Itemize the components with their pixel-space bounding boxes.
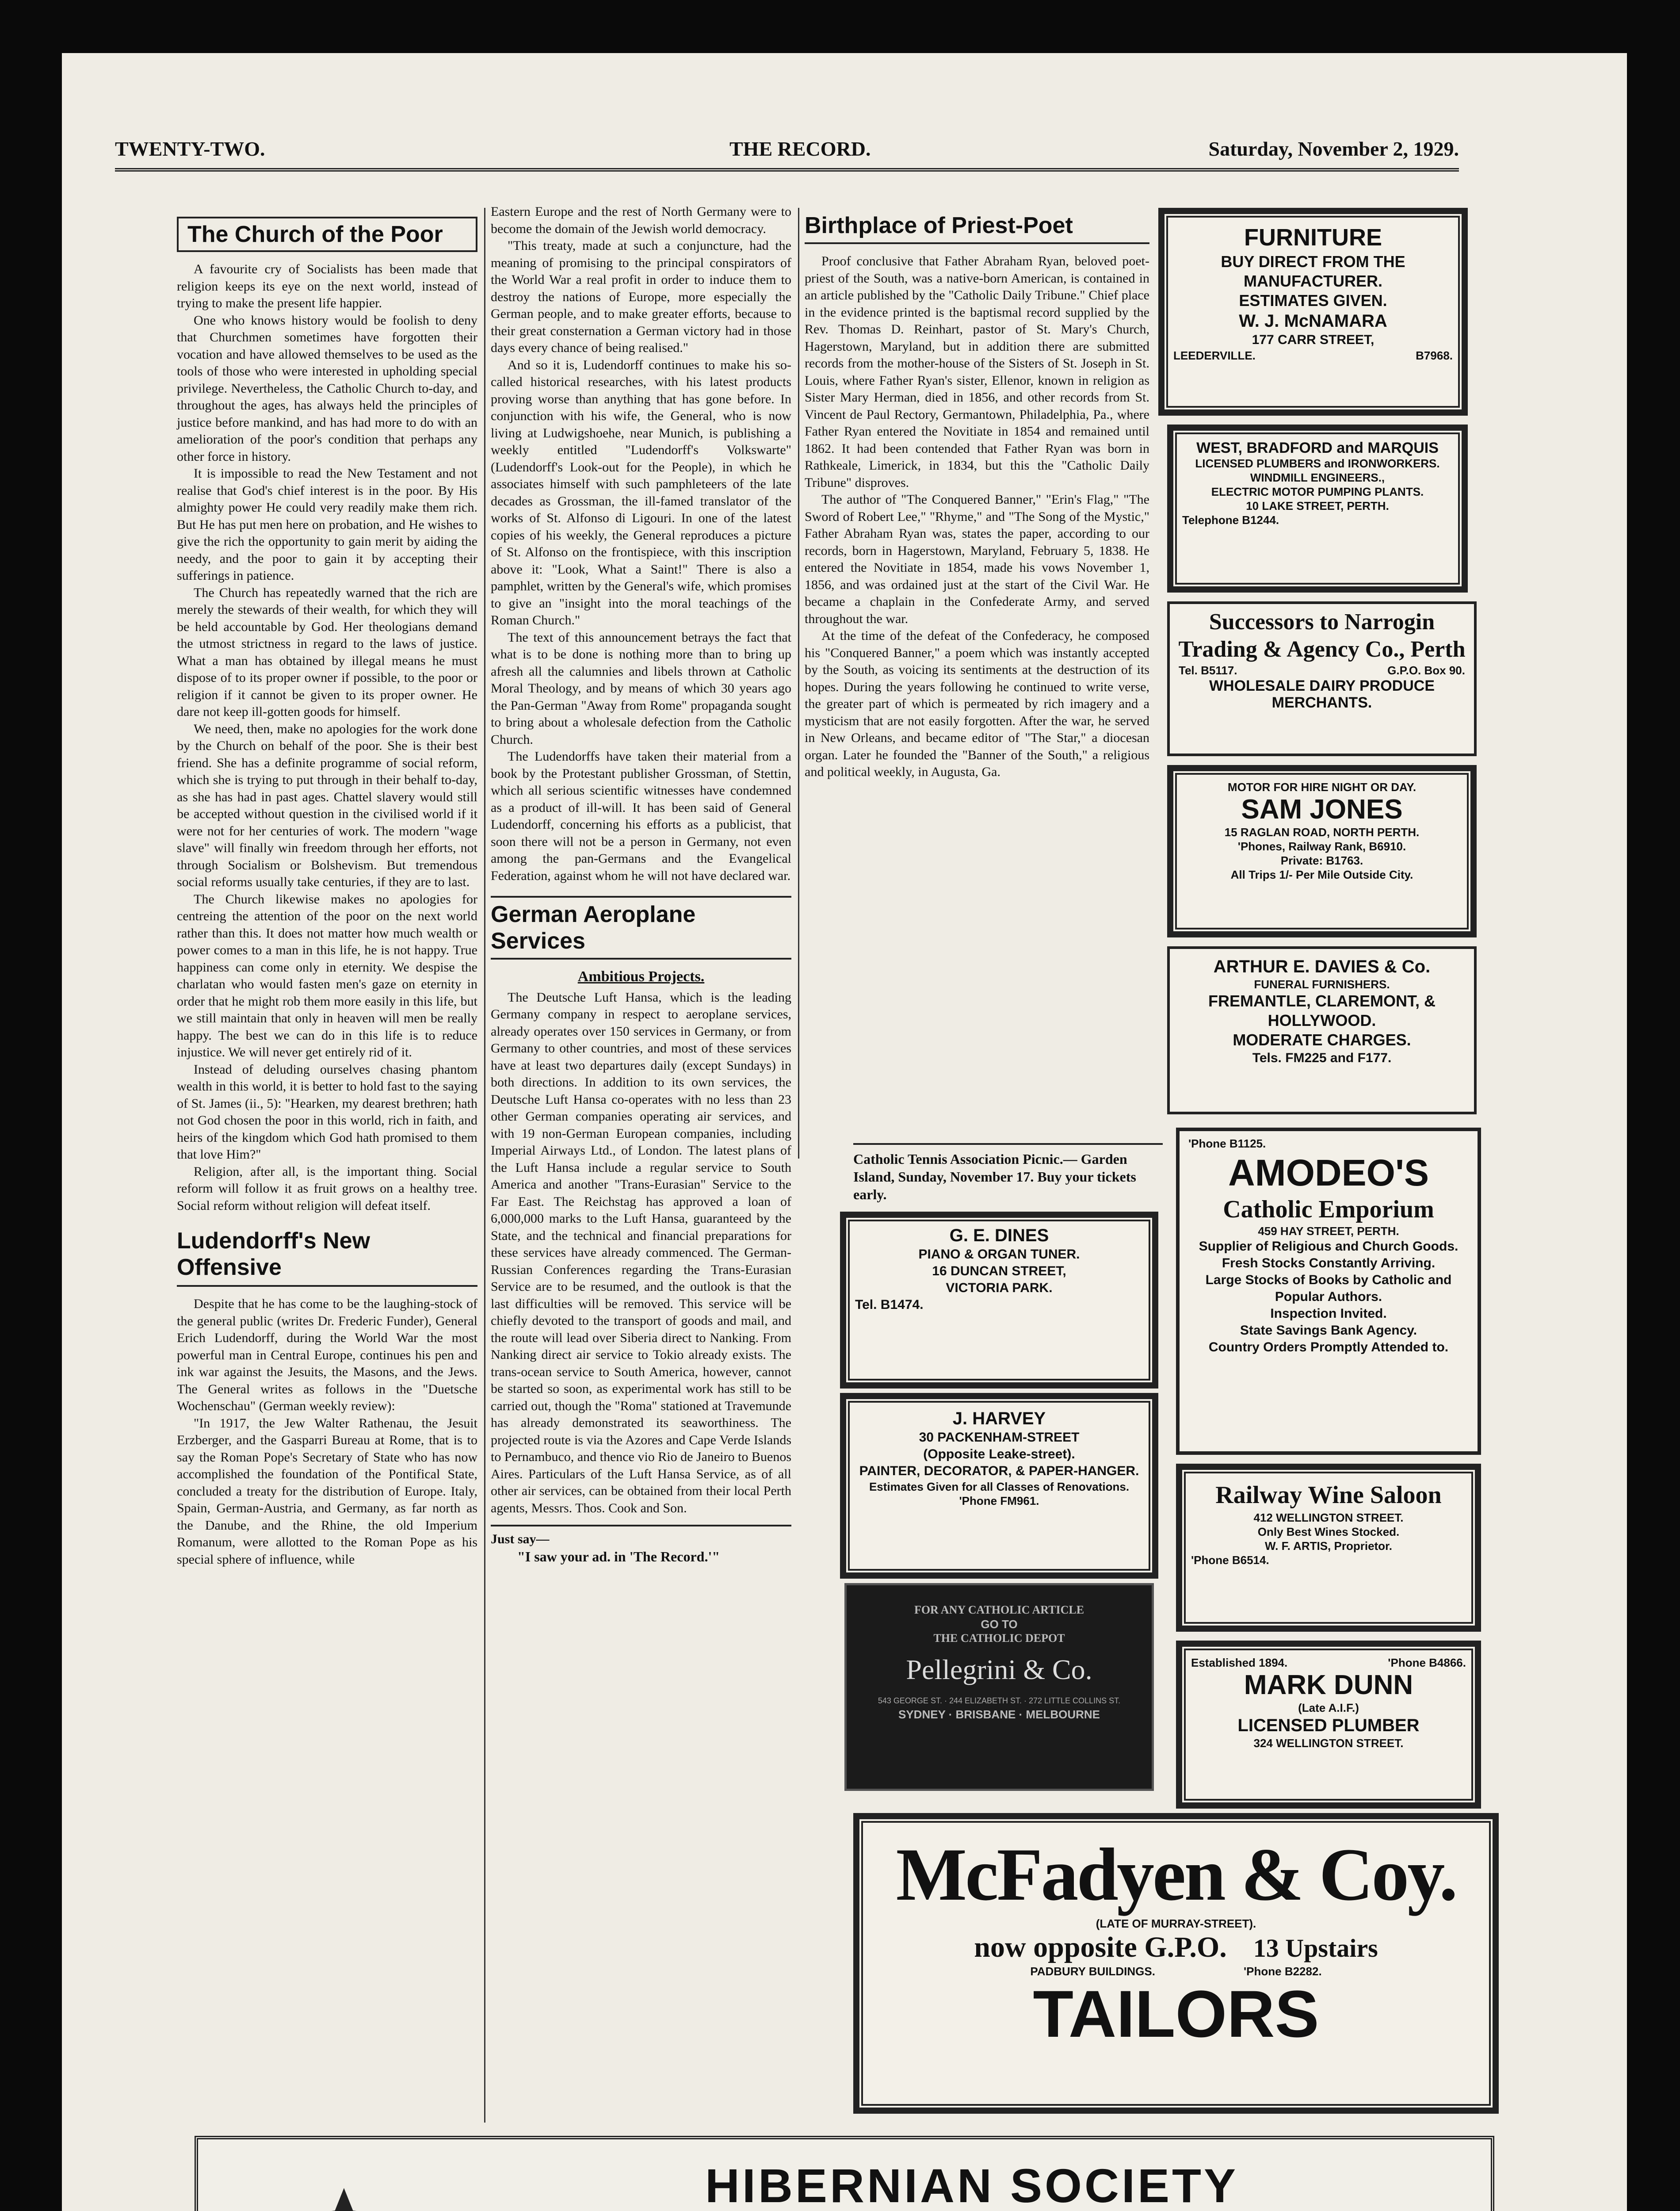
ad-phone: 'Phone FM961. [959, 1494, 1039, 1507]
paragraph: Proof conclusive that Father Abraham Ryan, beloved poet-priest of the South, was a native-born American, is contained in an article published by the "Catholic Daily Tribune." Chief place in the evidence printed is the baptismal record supplied by the Rev. Thomas D. Reinhart, pastor of St. Mary's Church, Hagerstown, Maryland, but in addition there are submitted records from the mother-house of the Sisters of St. Joseph in St. Louis, where Father Ryan's sister, Ellenor, known in religion as Sister Mary Herman, died in 1856, and other records from St. Vincent de Paul Rectory, Germantown, Philadelphia, Pa., where Father Ryan entered the Novitiate in 1854 and remained until 1862. It had been contended that Father Ryan was born in Rathkeale, Limerick, in 1834, but this the "Catholic Daily Tribune" disproves. [805, 254, 1149, 490]
ad-railway-wine-saloon [1176, 1464, 1481, 1632]
ad-text: LEEDERVILLE. [1173, 349, 1256, 362]
ad-text: (Late A.I.F.) [1298, 1701, 1359, 1714]
ad-furniture [1158, 208, 1468, 416]
ad-narrogin [1167, 601, 1477, 756]
ad-text: 13 Upstairs [1253, 1934, 1378, 1962]
ad-text: ELECTRIC MOTOR PUMPING PLANTS. [1211, 485, 1424, 498]
article-heading-aeroplane: German Aeroplane Services [491, 896, 791, 960]
paragraph: The Deutsche Luft Hansa, which is the leading Germany company in respect to aeroplane services, already operates over 150 services in Germany, or from Germany to other countries, and most of these services have at least two departures daily (except Sundays) in both directions. In addition to its own services, the Deutsche Luft Hansa co-operates with no less than 23 other German companies operating air services, and with 19 non-German European companies, including Imperial Airways Ltd., of London. The latest plans of the Luft Hansa include a regular service to South America and another "Trans-Eurasian" Service to the Far East. The Reichstag has approved a loan of 6,000,000 marks to the Luft Hansa, guaranteed by the State, and the technical and financial preparations for these services have already commenced. The German-Russian Conferences regarding the Trans-Eurasian Service are to be resumed, and the outlook is that the last difficulties will be removed. This service will be chiefly devoted to the transport of goods and mail, and the route will lead over Siberia direct to Nanking. From Nanking direct air service to Tokio already exists. The trans-ocean service to South America, however, cannot be started so soon, as experimental work has still to be carried out, though the "Roma" stationed at Travemunde has already demonstrated its seaworthiness. The projected route is via the Azores and Cape Verde Islands to Pernambuco, and thence vio Rio de Janeiro to Buenos Aires. Particulars of the Luft Hansa Service, as of all other air services, can be obtained from their local Perth agents, Messrs. Thos. Cook and Son. [491, 990, 791, 1515]
paragraph: It is impossible to read the New Testament and not realise that God's chief interest is in the poor. By His almighty power He could very readily make them rich. But He has put men here on probation, and He wishes to give the rich the opportunity to gain merit by aiding the needy, and the poor to gain it by accepting their sufferings in patience. [177, 466, 477, 583]
ad-phone: Private: B1763. [1280, 854, 1363, 867]
ad-phone: 'Phone B1125. [1188, 1137, 1266, 1150]
article-heading-priest-poet: Birthplace of Priest-Poet [805, 212, 1149, 244]
ad-text: (Opposite Leake-street). [923, 1447, 1075, 1461]
hibernian-title: HIBERNIAN SOCIETY [705, 2159, 1239, 2211]
paragraph: Instead of deluding ourselves chasing phantom wealth in this world, it is better to hold fast to the saying of St. James (ii., 5): "Hearken, my dearest brethren; hath not God chosen the poor in this world, rich in faith, and heirs of the kingdom which God hath promised to them that love Him?" [177, 1062, 477, 1162]
ad-phone: B7968. [1416, 349, 1453, 362]
article-heading-church: The Church of the Poor [177, 217, 477, 252]
ad-phone: Telephone B1244. [1182, 513, 1279, 527]
ad-text: FUNERAL FURNISHERS. [1254, 978, 1390, 991]
ad-text: 30 PACKENHAM-STREET [919, 1430, 1080, 1445]
ad-west-bradford [1167, 425, 1468, 593]
just-say-quote: "I saw your ad. in 'The Record.'" [517, 1548, 720, 1565]
ad-text: FREMANTLE, CLAREMONT, & [1208, 992, 1436, 1010]
column-2 [491, 203, 791, 1565]
ad-text: 459 HAY STREET, PERTH. [1258, 1224, 1399, 1238]
ad-sam-jones-name: SAM JONES [1241, 794, 1403, 825]
paragraph: At the time of the defeat of the Confederacy, he composed his "Conquered Banner," a poem which was instantly accepted by the South, as voicing its sentiments at the destruction of its hopes. During the years following he continued to write verse, the greater part of which is permeated by rich imagery and a mysticism that are not easily forgotten. After the war, he served in New Orleans, and became editor of "The Star," a diocesan organ. Later he founded the "Banner of the South," a religious and political weekly, in Augusta, Ga. [805, 628, 1149, 779]
ad-railway-name: Railway Wine Saloon [1215, 1481, 1442, 1509]
ad-text: WINDMILL ENGINEERS., [1250, 471, 1385, 484]
ad-text: LICENSED PLUMBER [1237, 1716, 1420, 1735]
paragraph: We need, then, make no apologies for the work done by the Church on behalf of the poor. She is their best friend. She has a definite programme of social reform, which she is trying to put through in their behalf to-day, as she has had in past ages. Chattel slavery would still be accepted without question in the civilised world if it were not for her centuries of work. The modern "wage slave" will finally win freedom through her efforts, not through Socialism or Bolshevism. But tremendous social reforms usually take centuries, if they are to last. [177, 721, 477, 889]
ad-phone: Tels. FM225 and F177. [1252, 1051, 1392, 1065]
ad-text: 16 DUNCAN STREET, [932, 1264, 1066, 1278]
ad-text: State Savings Bank Agency. [1240, 1323, 1417, 1338]
ad-dines [840, 1212, 1158, 1389]
ad-phone: 'Phone B6514. [1191, 1553, 1269, 1567]
ad-text: Estimates Given for all Classes of Renovations. [869, 1480, 1130, 1493]
ad-phone: 'Phone B2282. [1243, 1965, 1322, 1978]
paragraph: A favourite cry of Socialists has been made that religion keeps its eye on the next world, instead of trying to make the present life happier. [177, 262, 477, 310]
ad-sam-jones [1167, 765, 1477, 937]
ad-text: FOR ANY CATHOLIC ARTICLE [914, 1603, 1084, 1616]
column-3 [805, 208, 1149, 781]
column-rule [798, 208, 799, 1159]
issue-date: Saturday, November 2, 1929. [1208, 138, 1459, 160]
ad-furniture-title: FURNITURE [1244, 224, 1382, 251]
ad-text: LICENSED PLUMBERS and IRONWORKERS. [1195, 457, 1440, 470]
ad-phone: Tel. B5117. [1179, 664, 1237, 677]
paragraph: "This treaty, made at such a conjuncture, had the meaning of promising to the principal conspirators of the World War a real profit in order to induce them to destroy the nations of Europe, more especially the German people, and to make greater efforts, because to their great consternation a German victory had in those days every chance of being realised." [491, 238, 791, 355]
paragraph: The Church likewise makes no apologies for centreing the attention of the poor on the next world rather than this. It does not matter how much wealth or power comes to a man in this life, he is not happy. True happiness can come only in eternity. We despise the charlatan who would fasten men's gaze on eternity in order that he might rob them more easily in this life, but we still maintain that only in heaven will men be really happy. The best we can do in this life is to reduce injustice. We will never get entirely rid of it. [177, 891, 477, 1060]
column-rule [484, 208, 485, 2123]
ad-mcfadyen [853, 1813, 1499, 2114]
ad-text: BUY DIRECT FROM THE [1221, 252, 1405, 271]
ad-pellegrini [844, 1583, 1154, 1791]
ad-text: Inspection Invited. [1270, 1306, 1387, 1321]
paragraph: Despite that he has come to be the laughing-stock of the general public (writes Dr. Frederic Funder), General Erich Ludendorff, during the World War the most powerful man in Central Europe, continues his pen and ink war against the Jesuits, the Masons, and the Jews. The General writes as follows in the "Duetsche Wochenschau" (German weekly review): [177, 1297, 477, 1413]
paragraph: Religion, after all, is the important thing. Social reform will follow it as fruit grows on a healthy tree. Social reform without religion will defeat itself. [177, 1164, 477, 1213]
ad-text: Supplier of Religious and Church Goods. [1199, 1239, 1459, 1254]
ad-text: 177 CARR STREET, [1252, 333, 1375, 347]
ad-text: PIANO & ORGAN TUNER. [918, 1247, 1080, 1262]
ad-amodeo-sub: Catholic Emporium [1223, 1196, 1434, 1223]
ad-text: MOTOR FOR HIRE NIGHT OR DAY. [1227, 780, 1417, 794]
ad-text: VICTORIA PARK. [946, 1281, 1053, 1295]
ad-mark-dunn-name: MARK DUNN [1244, 1670, 1413, 1700]
ad-text: MODERATE CHARGES. [1233, 1031, 1411, 1049]
ad-furniture-name: W. J. McNAMARA [1239, 311, 1387, 331]
paper-title: THE RECORD. [729, 138, 871, 160]
paragraph: The Church has repeatedly warned that the rich are merely the stewards of their wealth, for which they will be held accountable by God. Her theologians demand the utmost strictness in regard to the laws of justice. What a man has obtained by illegal means he must dispose of to its proper owner if possible, to the poor or religion if it cannot be given to its proper owner. He dare not keep ill-gotten goods for himself. [177, 585, 477, 719]
ad-mcfadyen-name: McFadyen & Coy. [896, 1833, 1456, 1916]
ad-text: 412 WELLINGTON STREET. [1253, 1511, 1404, 1524]
ad-davies-name: ARTHUR E. DAVIES & Co. [1213, 957, 1431, 976]
ad-text: MANUFACTURER. [1244, 272, 1382, 290]
ad-narrogin-title: Successors to Narrogin Trading & Agency Co., Perth [1178, 609, 1466, 662]
paragraph: One who knows history would be foolish to deny that Churchmen sometimes have forgotten their vocation and have allowed themselves to be used as the tools of those who were interested in upholding special privilege. Nevertheless, the Catholic Church to-day, and throughout the ages, has always held the principles of justice before mankind, and has had more to do with an amelioration of the poor's condition that perhaps any other force in history. [177, 313, 477, 464]
ad-text: 10 LAKE STREET, PERTH. [1246, 499, 1389, 513]
ad-text: ESTIMATES GIVEN. [1239, 291, 1387, 310]
ad-west-name: WEST, BRADFORD and MARQUIS [1196, 440, 1439, 456]
ad-text: Established 1894. [1191, 1656, 1288, 1669]
page-header [115, 133, 1459, 172]
ad-harvey-name: J. HARVEY [952, 1409, 1046, 1428]
ad-text: W. F. ARTIS, Proprietor. [1265, 1539, 1392, 1553]
ad-text: MERCHANTS. [1271, 694, 1372, 711]
paragraph: The Ludendorffs have taken their material from a book by the Protestant publisher Grossman, of Stettin, which all serious scientific witnesses have condemned as a product of ill-will. It has been said of General Ludendorff, concerning his efforts as a publicist, that soon there will not be a person in Germany, not even among the pan-Germans and the Evangelical Federation, against whom he will not have declared war. [491, 749, 791, 883]
ad-text: Large Stocks of Books by Catholic and Popular Authors. [1205, 1273, 1452, 1304]
ad-pellegrini-name: Pellegrini & Co. [906, 1654, 1092, 1685]
ad-davies [1167, 946, 1477, 1114]
ad-dines-name: G. E. DINES [949, 1226, 1049, 1245]
ad-harvey [840, 1393, 1158, 1579]
article-subheading: Ambitious Projects. [577, 968, 705, 985]
ad-text: now opposite G.P.O. [974, 1931, 1227, 1963]
ad-text: 15 RAGLAN ROAD, NORTH PERTH. [1224, 826, 1420, 839]
paragraph: And so it is, Ludendorff continues to make his so-called historical researches, with his latest products proving worse than anything that has gone before. In conjunction with his wife, the General, who is now living at Ludwigshoehe, near Munich, is publishing a weekly entitled "Ludendorff's Volkswarte" (Ludendorff's Look-out for the People), in which he associates himself with such pamphleteers of the late decades as Grossman, the ill-famed translator of the works of St. Alfonso di Ligouri. In one of the latest copies of his weekly, the General reproduces a picture of St. Alfonso on the frontispiece, with this inscription above it: "Look, What a Saint!" There is also a pamphlet, written by the General's wife, which promises to give an "insight into the moral teachings of the Roman Church." [491, 357, 791, 627]
ad-text: Only Best Wines Stocked. [1257, 1525, 1400, 1538]
ad-mcfadyen-tailors: TAILORS [1033, 1977, 1319, 2051]
just-say-label: Just say— [491, 1532, 550, 1546]
ad-text: HOLLYWOOD. [1268, 1011, 1376, 1029]
ad-text: 543 GEORGE ST. · 244 ELIZABETH ST. · 272 LITTLE COLLINS ST. [878, 1696, 1121, 1705]
ad-text: G.P.O. Box 90. [1387, 664, 1465, 677]
ad-text: WHOLESALE DAIRY PRODUCE [1209, 677, 1435, 694]
ad-text: (LATE OF MURRAY-STREET). [1096, 1917, 1256, 1930]
paragraph: The text of this announcement betrays the fact that what is to be done is nothing more than to bring up afresh all the calumnies and libels thrown at Catholic Moral Theology, and by means of which 30 years ago the Pan-German "Away from Rome" propaganda sought to bring about a wholesale defection from the Catholic Church. [491, 630, 791, 747]
hibernian-emblem-icon [229, 2179, 459, 2211]
ad-text: Fresh Stocks Constantly Arriving. [1222, 1256, 1436, 1270]
tennis-notice: Catholic Tennis Association Picnic.— Garden Island, Sunday, November 17. Buy your tickets early. [853, 1143, 1163, 1203]
paragraph: "In 1917, the Jew Walter Rathenau, the Jesuit Erzberger, and the Gasparri Bureau at Rome, that is to say the Roman Pope's Secretary of State who has now accomplished the foundation of the Pontifical State, concluded a treaty for the distribution of Europe. Italy, Spain, German-Austria, and Germany, as far north as the Danube, and the Rhine, the old Imperium Romanum, were allotted to the Roman Pope as his special sphere of influence, while [177, 1415, 477, 1567]
ad-text: SYDNEY · BRISBANE · MELBOURNE [898, 1708, 1100, 1721]
ad-text: PADBURY BUILDINGS. [1030, 1965, 1155, 1978]
column-1 [177, 212, 477, 1568]
ad-amodeo-name: AMODEO'S [1228, 1152, 1429, 1193]
paragraph: The author of "The Conquered Banner," "Erin's Flag," "The Sword of Robert Lee," "Rhyme," and "The Song of the Mystic," Father Abraham Ryan was, states the paper, according to our records, born in Hagerstown, Maryland, February 5, 1838. He entered the Novitiate in 1854, made his vows November 1, 1856, and was ordained just at the start of the Civil War. He became a chaplain in the Confederate Army, and served throughout the war. [805, 492, 1149, 626]
ad-text: Country Orders Promptly Attended to. [1208, 1340, 1449, 1354]
ad-text: GO TO [981, 1618, 1018, 1631]
ad-text: 324 WELLINGTON STREET. [1253, 1737, 1404, 1750]
ad-phone: 'Phone B4866. [1388, 1656, 1466, 1669]
page-number: TWENTY-TWO. [115, 138, 265, 160]
ad-text: PAINTER, DECORATOR, & PAPER-HANGER. [859, 1464, 1139, 1478]
ad-amodeo [1176, 1128, 1481, 1455]
ad-hibernian-society [195, 2136, 1494, 2211]
paragraph: Eastern Europe and the rest of North Germany were to become the domain of the Jewish world democracy. [491, 204, 791, 236]
ad-text: All Trips 1/- Per Mile Outside City. [1230, 868, 1413, 881]
ad-phone: Tel. B1474. [855, 1297, 924, 1312]
article-heading-ludendorff: Ludendorff's New Offensive [177, 1228, 477, 1287]
ad-phone: 'Phones, Railway Rank, B6910. [1237, 840, 1406, 853]
ad-text: THE CATHOLIC DEPOT [933, 1632, 1065, 1645]
ad-mark-dunn [1176, 1641, 1481, 1809]
